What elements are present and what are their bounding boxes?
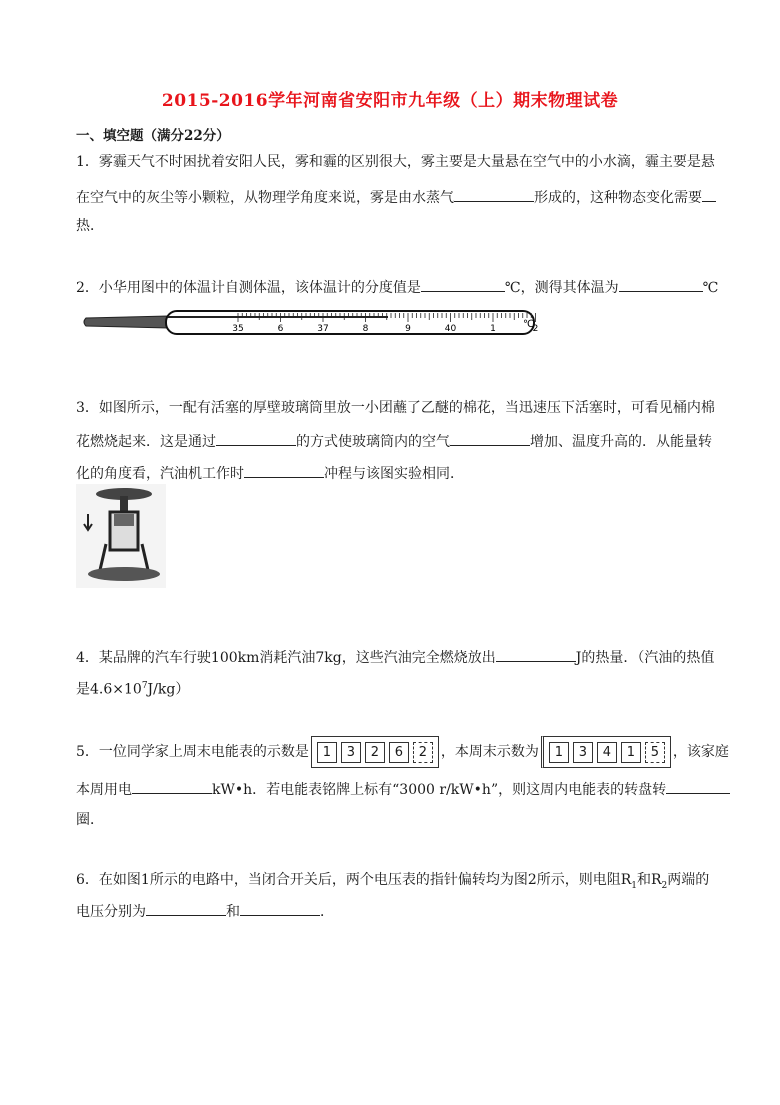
q5-text-b: ，本周末示数为 — [440, 744, 539, 760]
q6-text-d: 电压分别为 — [76, 904, 146, 920]
q2-blank-2[interactable] — [619, 276, 703, 292]
q5-text-a: 5．一位同学家上周末电能表的示数是 — [76, 744, 309, 760]
meter2-digit: 1 — [621, 742, 641, 763]
meter2-digit: 3 — [573, 742, 593, 763]
q5-text-e: kW•h．若电能表铭牌上标有“3000 r/kW•h”，则这周内电能表的转盘转 — [212, 782, 667, 798]
q3-line3 — [76, 462, 464, 484]
piston-apparatus-figure — [76, 484, 166, 588]
q3-blank-2[interactable] — [450, 430, 530, 446]
q6-text-a: 6．在如图1所示的电路中，当闭合开关后，两个电压表的指针偏转均为图2所示，则电阻R — [76, 872, 632, 888]
q3-text-a: 花燃烧起来．这是通过 — [76, 434, 216, 450]
page-title: 2015-2016学年河南省安阳市九年级（上）期末物理试卷 — [161, 91, 619, 111]
thermometer-unit: ℃ — [523, 319, 535, 330]
meter1-decimal-digit: 2 — [413, 742, 433, 763]
q5-line1 — [76, 736, 729, 768]
q3-line2 — [76, 430, 712, 452]
q4-line2 — [76, 676, 189, 700]
q6-blank-2[interactable] — [240, 900, 320, 916]
q5-blank-2[interactable] — [666, 778, 730, 794]
q4-text-b: J的热量．（汽油的热值 — [575, 650, 715, 666]
q4-text-d: J/kg） — [147, 681, 190, 698]
scale-label: 8 — [362, 324, 369, 334]
q1-line2 — [76, 186, 716, 208]
q4-text-a: 4．某品牌的汽车行驶100km消耗汽油7kg，这些汽油完全燃烧放出 — [76, 650, 496, 666]
q6-text-e: 和 — [226, 904, 240, 920]
q2-blank-1[interactable] — [421, 276, 505, 292]
q4-exponent: 7 — [141, 681, 148, 691]
q1-blank-2[interactable] — [702, 186, 716, 202]
q3-blank-1[interactable] — [216, 430, 296, 446]
q2-text-a: 2．小华用图中的体温计自测体温，该体温计的分度值是 — [76, 280, 421, 296]
thermometer-tube — [166, 311, 534, 334]
section-heading: 一、填空题（满分22分） — [76, 128, 230, 144]
q6-blank-1[interactable] — [146, 900, 226, 916]
apparatus-base — [88, 567, 160, 581]
q2-line1 — [76, 276, 718, 298]
q1-text-a: 在空气中的灰尘等小颗粒，从物理学角度来说，雾是由水蒸气 — [76, 190, 454, 206]
scale-label: 37 — [317, 324, 329, 334]
q3-line1: 3．如图所示，一配有活塞的厚壁玻璃筒里放一小团蘸了乙醚的棉花，当迅速压下活塞时，可看见桶内棉 — [76, 400, 715, 416]
q1-line1: 1．雾霾天气不时困扰着安阳人民，雾和霾的区别很大，雾主要是大量悬在空气中的小水滴，霾主要是悬 — [76, 154, 715, 170]
q6-text-f: ． — [320, 904, 334, 920]
q3-blank-3[interactable] — [244, 462, 324, 478]
meter2-digit: 1 — [549, 742, 569, 763]
scale-label: 9 — [405, 324, 411, 334]
q5-blank-1[interactable] — [132, 778, 212, 794]
q6-text-c: 两端的 — [667, 872, 710, 888]
q2-text-c: ℃ — [702, 280, 719, 296]
scale-label: 35 — [232, 324, 244, 334]
q4-blank-1[interactable] — [496, 646, 576, 662]
q3-text-c: 增加、温度升高的．从能量转 — [530, 434, 712, 450]
q4-line1 — [76, 646, 714, 668]
q3-text-d: 化的角度看，汽油机工作时 — [76, 466, 244, 482]
scale-label: 6 — [277, 324, 284, 334]
meter1-digit: 1 — [317, 742, 337, 763]
q6-line1 — [76, 870, 709, 896]
q2-text-b: ℃，测得其体温为 — [504, 280, 619, 296]
meter-this-week — [541, 736, 671, 768]
meter-last-week — [311, 736, 439, 768]
q5-line3: 圈． — [76, 812, 104, 828]
q4-text-c: 是4.6×10 — [76, 681, 142, 698]
thermometer-figure — [78, 302, 548, 344]
q5-line2 — [76, 778, 730, 800]
q3-text-b: 的方式使玻璃筒内的空气 — [296, 434, 450, 450]
q1-line3: 热． — [76, 218, 104, 234]
q6-sub-2: 2 — [661, 880, 668, 891]
q5-text-d: 本周用电 — [76, 782, 132, 798]
q3-text-e: 冲程与该图实验相同． — [324, 466, 464, 482]
q1-text-b: 形成的，这种物态变化需要 — [534, 190, 702, 206]
scale-label: 1 — [490, 324, 496, 334]
q6-sub-1: 1 — [631, 880, 637, 891]
scale-label: 40 — [444, 324, 457, 334]
meter1-digit: 3 — [341, 742, 361, 763]
meter2-decimal-digit: 5 — [645, 742, 665, 763]
meter1-digit: 6 — [389, 742, 409, 763]
q6-line2 — [76, 900, 334, 922]
q6-text-b: 和R — [637, 872, 662, 888]
q1-blank-1[interactable] — [454, 186, 534, 202]
q5-text-c: ，该家庭 — [672, 744, 729, 760]
scale-label: 2 — [532, 324, 539, 334]
meter1-digit: 2 — [365, 742, 385, 763]
thermometer-bulb — [84, 316, 168, 328]
meter2-digit: 4 — [597, 742, 617, 763]
